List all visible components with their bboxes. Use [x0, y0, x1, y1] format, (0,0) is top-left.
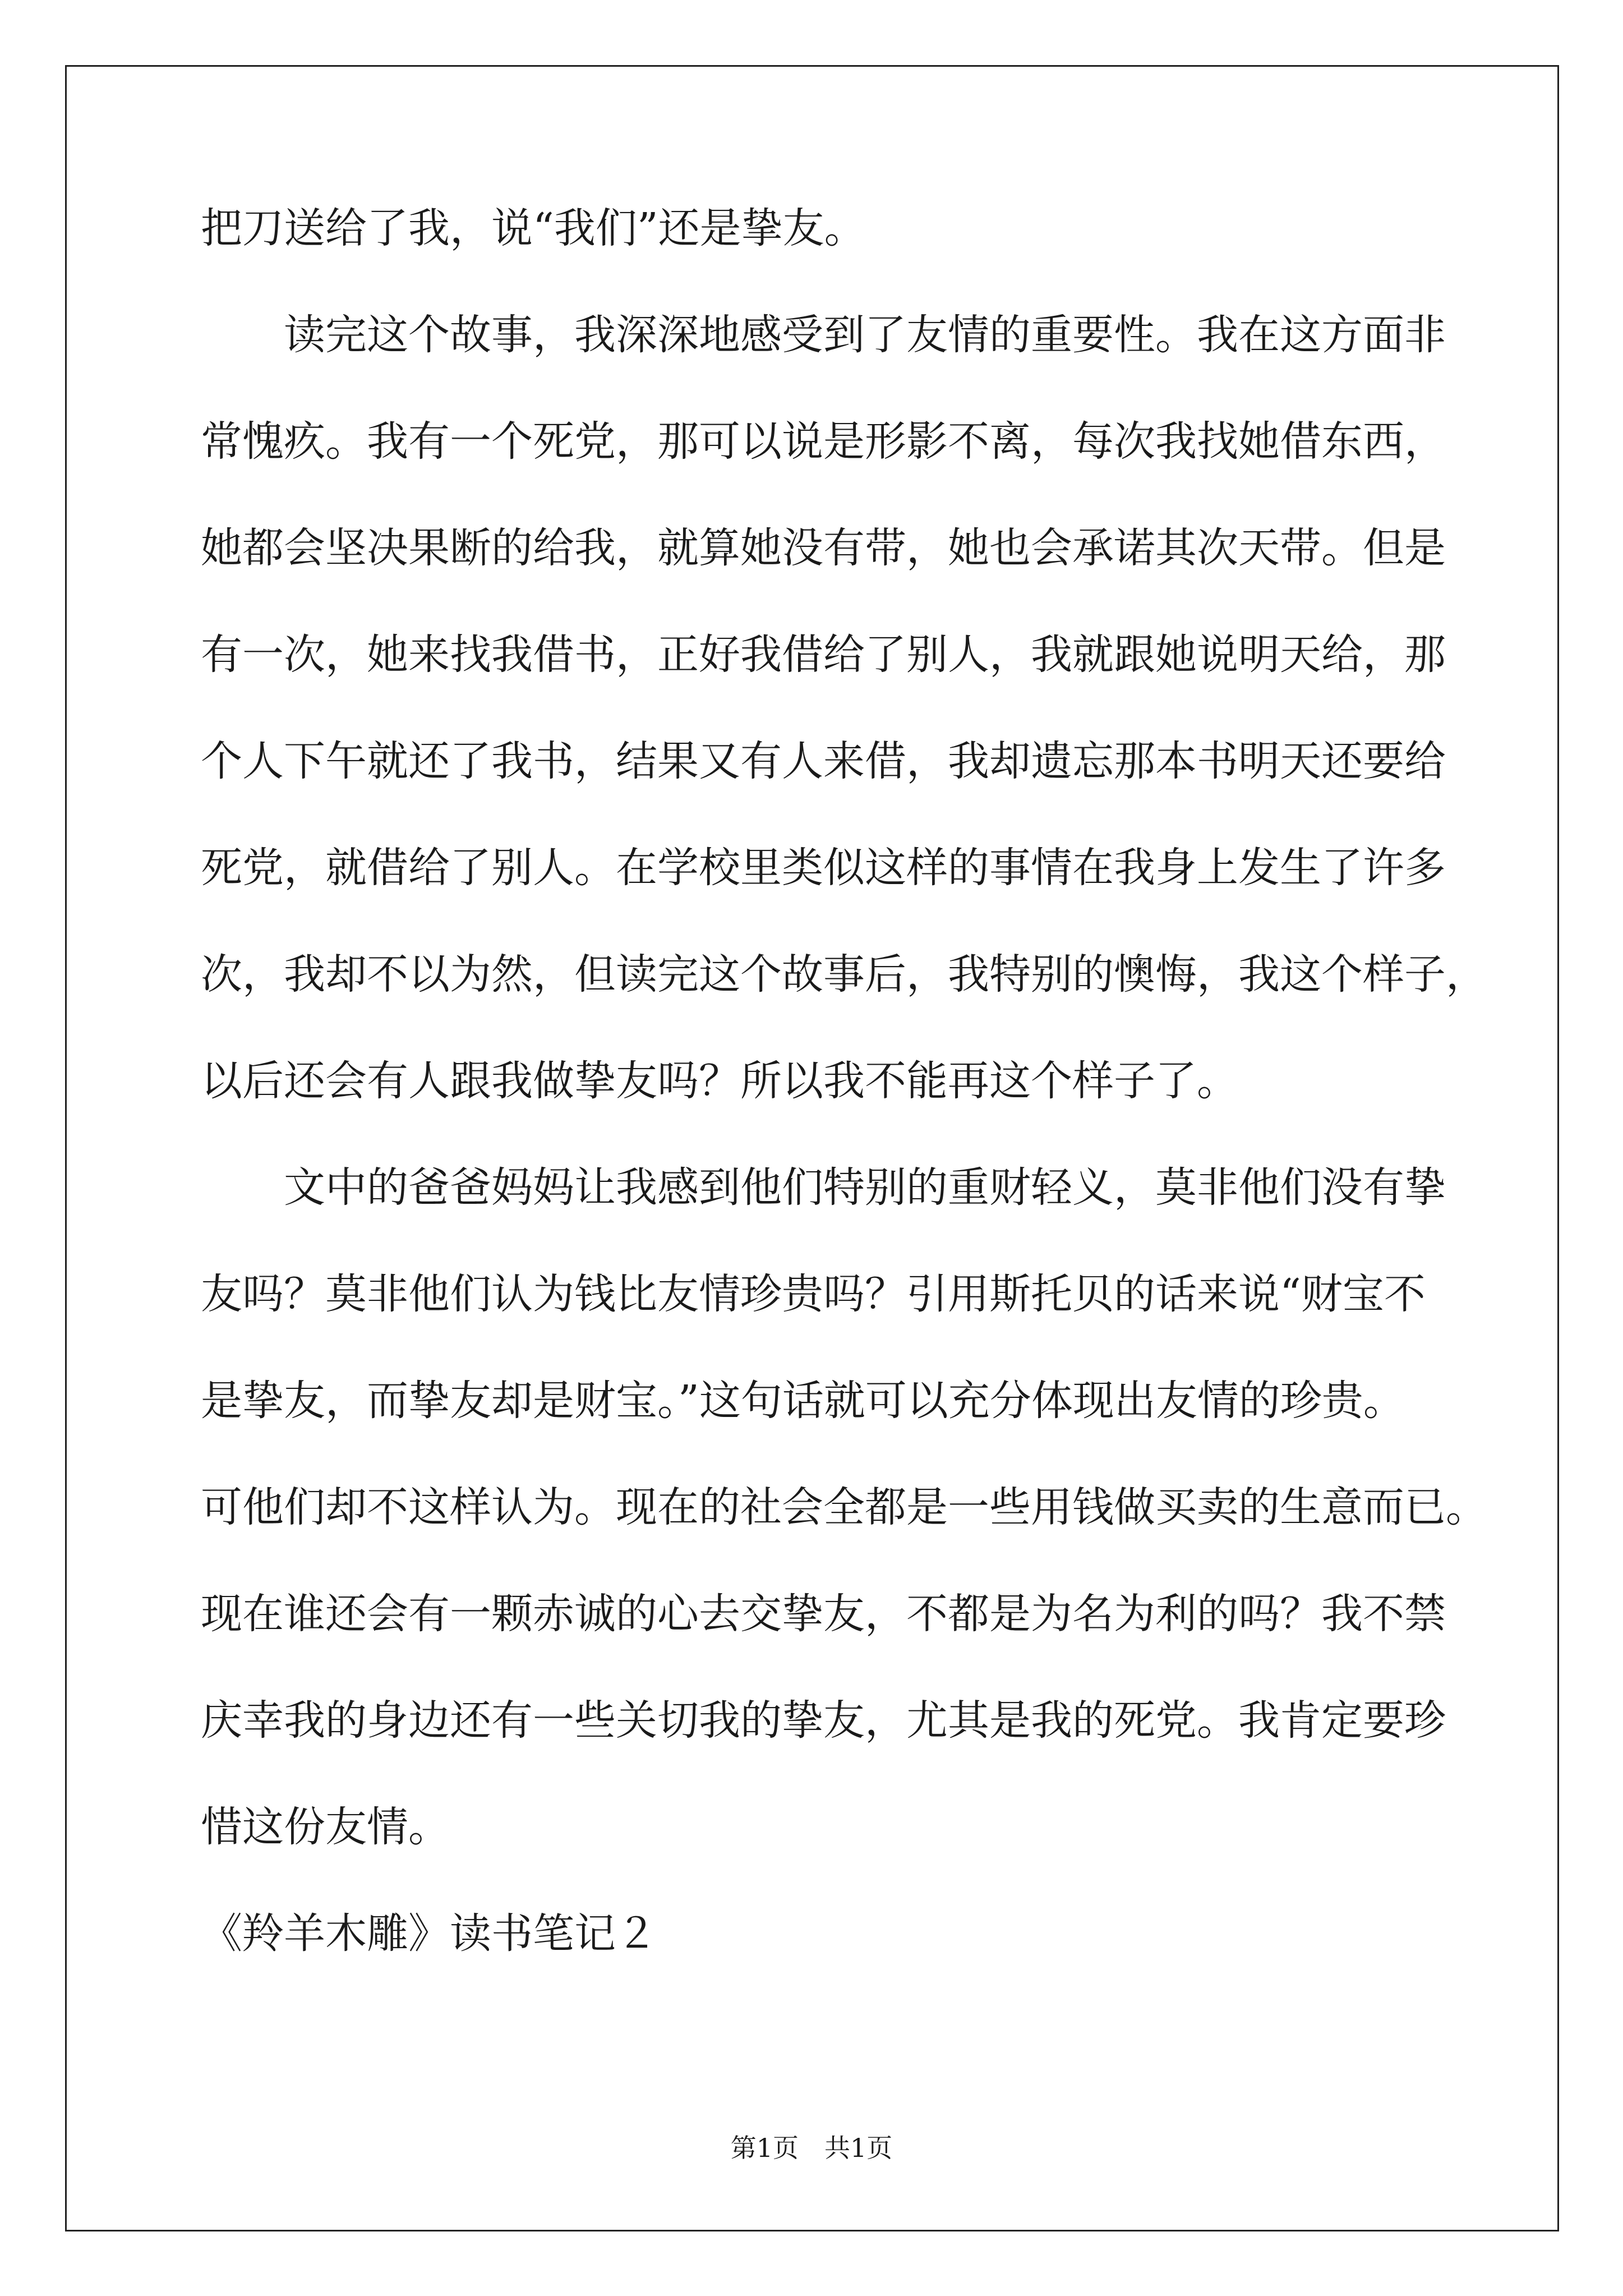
- page-footer: [0, 2135, 1623, 2161]
- text-line: 文中的爸爸妈妈让我感到他们特别的重财轻义，莫非他们没有挚: [201, 1163, 1446, 1212]
- text-line: 常愧疚。我有一个死党，那可以说是形影不离，每次我找她借东西，: [201, 417, 1446, 466]
- text-line: 现在谁还会有一颗赤诚的心去交挚友，不都是为名为利的吗？我不禁: [201, 1590, 1446, 1638]
- text-line: 以后还会有人跟我做挚友吗？所以我不能再这个样子了。: [201, 1057, 1238, 1105]
- section-heading: 《羚羊木雕》读书笔记２: [201, 1910, 657, 1958]
- page-number: 第1页: [730, 2133, 799, 2163]
- text-line: 可他们却不这样认为。现在的社会全都是一些用钱做买卖的生意而已。: [201, 1483, 1487, 1531]
- text-line: 惜这份友情。: [201, 1803, 450, 1851]
- text-line: 她都会坚决果断的给我，就算她没有带，她也会承诺其次天带。但是: [201, 524, 1446, 572]
- text-line: 有一次，她来找我借书，正好我借给了别人，我就跟她说明天给，那: [201, 631, 1446, 679]
- page-total: 共1页: [824, 2133, 893, 2163]
- text-line: 庆幸我的身边还有一些关切我的挚友，尤其是我的死党。我肯定要珍: [201, 1696, 1446, 1745]
- text-line: 次，我却不以为然，但读完这个故事后，我特别的懊悔，我这个样子，: [201, 950, 1487, 999]
- text-line: 是挚友，而挚友却是财宝。”这句话就可以充分体现出友情的珍贵。: [201, 1377, 1405, 1425]
- text-line: 友吗？莫非他们认为钱比友情珍贵吗？引用斯托贝的话来说“财宝不: [201, 1270, 1426, 1318]
- text-line: 读完这个故事，我深深地感受到了友情的重要性。我在这方面非: [201, 311, 1446, 359]
- text-line: 个人下午就还了我书，结果又有人来借，我却遗忘那本书明天还要给: [201, 737, 1446, 785]
- page-border: [65, 65, 1559, 2231]
- text-line: 把刀送给了我，说“我们”还是挚友。: [201, 204, 866, 252]
- text-line: 死党，就借给了别人。在学校里类似这样的事情在我身上发生了许多: [201, 844, 1446, 892]
